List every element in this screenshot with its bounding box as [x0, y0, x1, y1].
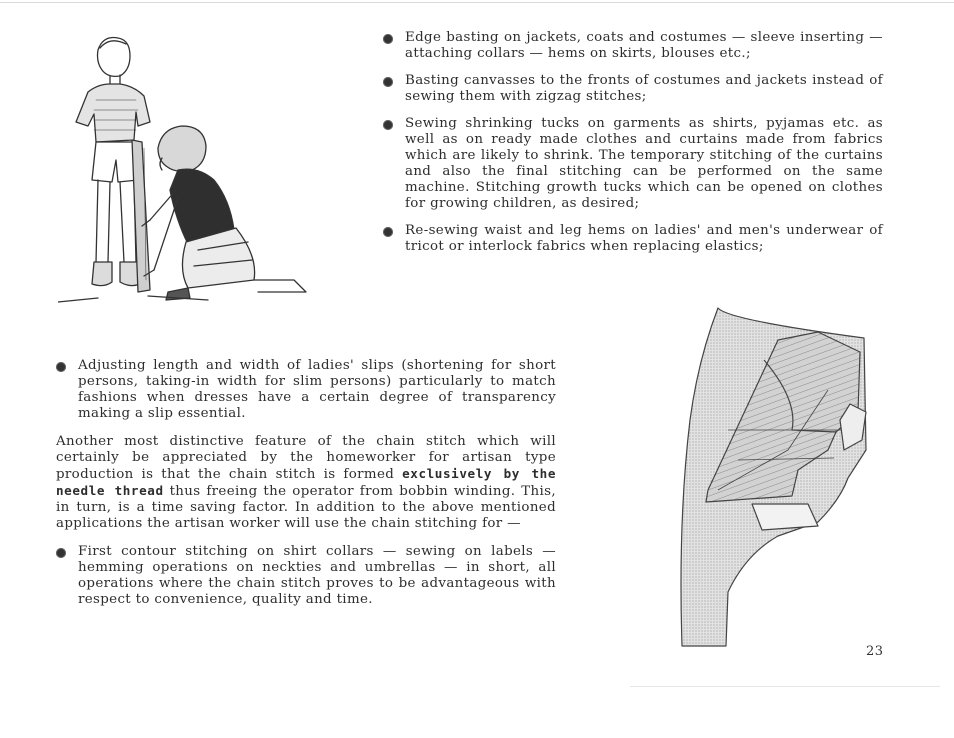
garment-pattern-illustration	[668, 300, 882, 652]
bullet-text-shrinking-tucks: Sewing shrinking tucks on garments as shirts, pyjamas etc. as well as on ready made clothes and curtains made from fabrics which are likely to shrink. The temporary stitching of the curtains and also the final stitching can be performed on the same machine. Stitching growth tucks which can be opened on clothes for growing children, as desired;	[405, 116, 883, 211]
paragraph-text-start: Another most distinctive feature of the chain stitch which will certainly be appreciated by the homeworker for artisan type production is that the chain stitch is formed	[56, 434, 556, 482]
bullet-dot	[56, 362, 66, 372]
bullet-dot	[383, 227, 393, 237]
top-bullet-list	[383, 30, 883, 266]
bullet-dot	[383, 77, 393, 87]
bullet-dot	[383, 34, 393, 44]
scan-edge-top	[0, 2, 954, 3]
page-number: 23	[866, 644, 884, 659]
bullet-text-contour-stitching: First contour stitching on shirt collars — sewing on labels — hemming operations on neckties and umbrellas — in short, all operations where the chain stitch proves to be advantageous with respect to convenience, quality and time.	[78, 544, 556, 607]
bullet-text-resewing-hems: Re-sewing waist and leg hems on ladies' and men's underwear of tricot or interlock fabrics when replacing elastics;	[405, 223, 883, 254]
list-item	[383, 116, 883, 212]
bullet-text-adjusting-slips: Adjusting length and width of ladies' slips (shortening for short persons, taking-in width for slim persons) particularly to match fashions when dresses have a certain degree of transparency making a slip essential.	[78, 358, 556, 421]
list-item	[56, 544, 556, 608]
left-text-block	[56, 358, 556, 620]
chain-stitch-paragraph	[56, 434, 556, 532]
bullet-text-basting-canvasses: Basting canvasses to the fronts of costumes and jackets instead of sewing them with zigzag stitches;	[405, 73, 883, 104]
paragraph-bold-phrase: exclusively by the needle thread	[56, 466, 556, 498]
scan-edge-bottom	[630, 686, 940, 687]
bullet-dot	[383, 120, 393, 130]
list-item	[383, 30, 883, 62]
list-item	[383, 223, 883, 255]
bullet-text-edge-basting: Edge basting on jackets, coats and costumes — sleeve inserting — attaching collars — hems on skirts, blouses etc.;	[405, 30, 883, 61]
fitting-illustration	[58, 30, 320, 305]
bullet-dot	[56, 548, 66, 558]
list-item	[56, 358, 556, 422]
list-item	[383, 73, 883, 105]
paragraph-text-end: thus freeing the operator from bobbin winding. This, in turn, is a time saving factor. In addition to the above mentioned applications the artisan worker will use the chain stitching for —	[56, 484, 556, 531]
